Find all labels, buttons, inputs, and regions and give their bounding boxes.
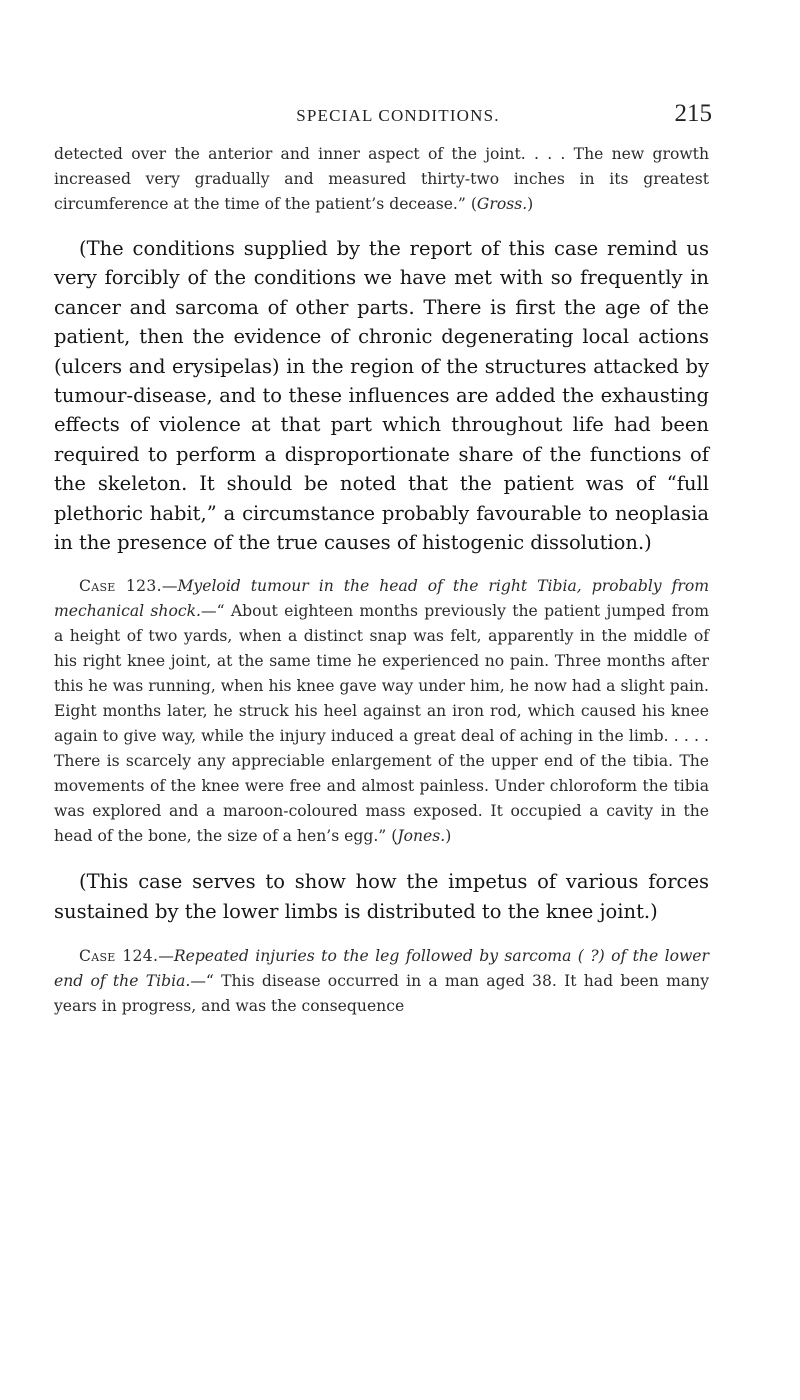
gross-quotation-text: detected over the anterior and inner aspect of the joint. . . . The new growth increased very gradually and measured thirty-two inches in its greatest circumference at the time of the patient’s decease.” [54, 145, 709, 213]
case-124-paragraph [54, 944, 709, 1019]
case-124-label: Case 124. [79, 947, 159, 966]
commentary-paragraph-conditions: (The conditions supplied by the report of this case remind us very forcibly of the conditions we have met with so frequently in cancer and sarcoma of other parts. There is first the age of the patient, then the evidence of chronic degenerating local actions (ulcers and erysipelas) in the region of the structures attacked by tumour-disease, and to these influences are added the exhausting effects of violence at that part which throughout life had been required to perform a disproportionate share of the functions of the skeleton. It should be noted that the patient was of “full plethoric habit,” a circumstance probably favourable to neoplasia in the presence of the true causes of histogenic dissolution.) [54, 237, 709, 555]
page-body [54, 142, 709, 1019]
case-124-dash: — [158, 947, 174, 966]
running-header [84, 100, 712, 130]
case-123-text: —“ About eighteen months previously the patient jumped from a height of two yards, when a distinct snap was felt, apparently in the middle of his right knee joint, at the same time he experienced no pain. Three months after this he was running, when his knee gave way under him, he now had a slight pain. Eight months later, he struck his heel against an iron rod, which caused his knee again to give way, while the injury induced a great deal of aching in the limb. . . . . There is scarcely any appreciable enlargement of the upper end of the tibia. The movements of the knee were free and almost painless. Under chloroform the tibia was explored and a maroon-coloured mass exposed. It occupied a cavity in the head of the bone, the size of a hen’s egg.” [54, 602, 709, 846]
jones-source: Jones. [397, 827, 446, 846]
case-123-label: Case 123. [79, 577, 162, 596]
case-124-text: —“ This disease occurred in a man aged 38. It had been many years in progress, and was the consequence [54, 972, 710, 1016]
running-title: SPECIAL CONDITIONS. [296, 106, 500, 125]
commentary-paragraph-impetus: (This case serves to show how the impetus of various forces sustained by the lower limbs is distributed to the knee joint.) [54, 870, 709, 923]
gross-source-close: ) [527, 195, 534, 213]
gross-quotation-paragraph [54, 142, 709, 217]
case-123-heading: Myeloid tumour in the head of the right Tibia, probably from mechanical shock. [54, 577, 709, 621]
gross-source: Gross. [476, 195, 528, 213]
case-124-heading: Repeated injuries to the leg followed by sarcoma ( ?) of the lower end of the Tibia. [54, 947, 709, 991]
page-number: 215 [674, 100, 712, 127]
jones-source-open: ( [386, 827, 398, 846]
gross-source-open: ( [465, 195, 477, 213]
case-123-dash: — [161, 577, 178, 596]
case-123-paragraph [54, 574, 709, 849]
jones-source-close: ) [445, 827, 452, 846]
